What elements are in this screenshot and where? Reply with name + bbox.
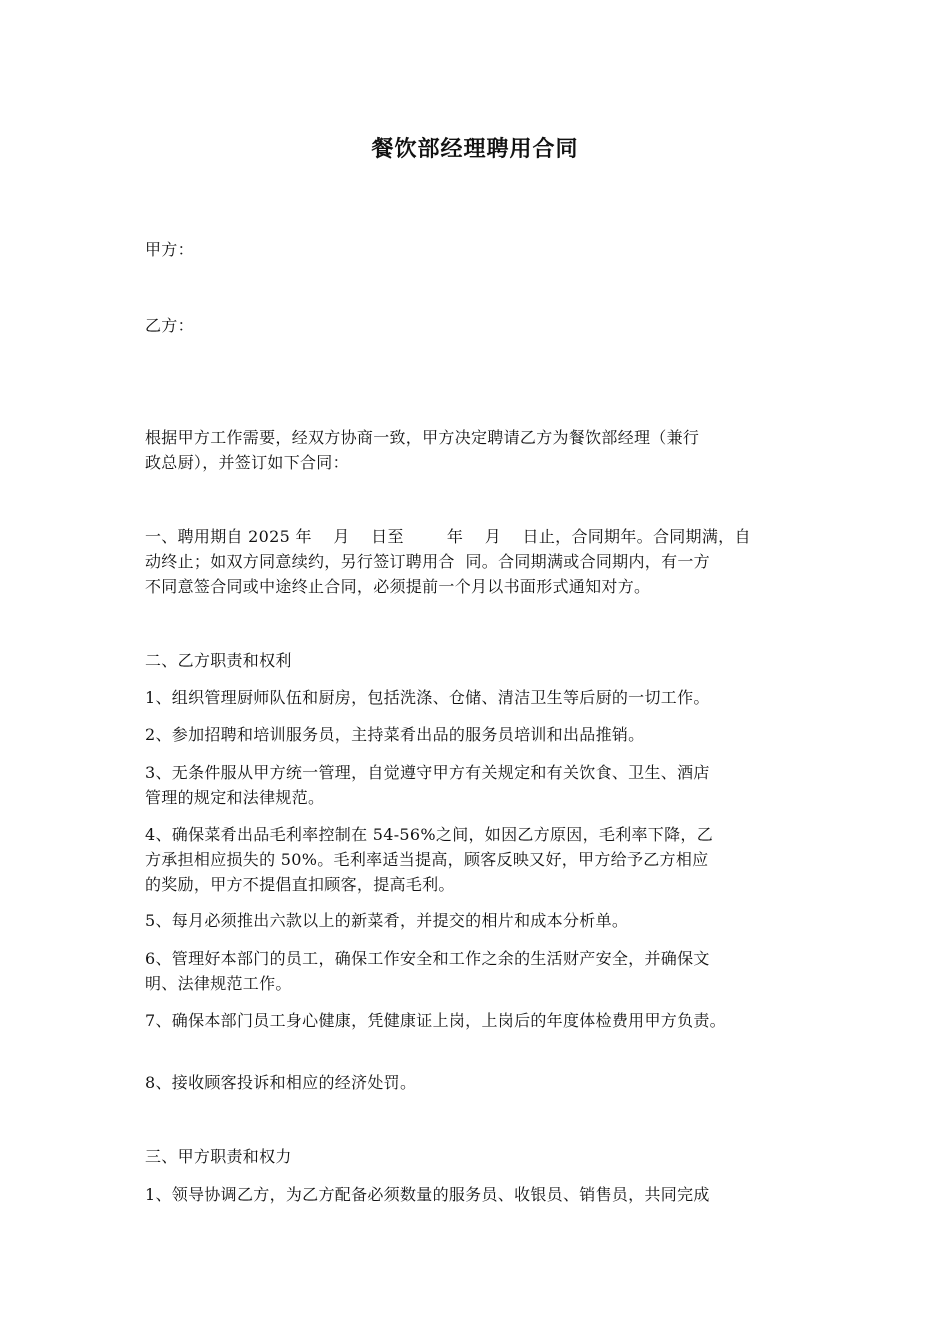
section-2-item-4-line-1: 4、确保菜肴出品毛利率控制在 54-56%之间，如因乙方原因，毛利率下降，乙	[145, 825, 713, 844]
document-title: 餐饮部经理聘用合同	[371, 136, 579, 162]
section-2-item-7: 7、确保本部门员工身心健康，凭健康证上岗，上岗后的年度体检费用甲方负责。	[145, 1011, 726, 1030]
section-2-item-4-line-2: 方承担相应损失的 50%。毛利率适当提高，顾客反映又好，甲方给予乙方相应	[145, 850, 709, 869]
section-2-item-3-line-2: 管理的规定和法律规范。	[145, 788, 325, 807]
section-1-line-2: 动终止；如双方同意续约，另行签订聘用合 同。合同期满或合同期内，有一方	[145, 552, 710, 571]
section-1-line-3: 不同意签合同或中途终止合同，必须提前一个月以书面形式通知对方。	[145, 577, 651, 596]
section-3-item-1-line-1: 1、领导协调乙方，为乙方配备必须数量的服务员、收银员、销售员，共同完成	[145, 1185, 710, 1204]
intro-line-1: 根据甲方工作需要，经双方协商一致，甲方决定聘请乙方为餐饮部经理（兼行	[145, 428, 700, 447]
section-2-heading: 二、乙方职责和权利	[145, 651, 292, 670]
section-2-item-2: 2、参加招聘和培训服务员，主持菜肴出品的服务员培训和出品推销。	[145, 725, 645, 744]
section-2-item-1: 1、组织管理厨师队伍和厨房，包括洗涤、仓储、清洁卫生等后厨的一切工作。	[145, 688, 710, 707]
section-2-item-8: 8、接收顾客投诉和相应的经济处罚。	[145, 1073, 417, 1092]
section-1-line-1: 一、聘用期自 2025 年 月 日至 年 月 日止，合同期年。合同期满，自	[145, 527, 751, 546]
section-2-item-6-line-1: 6、管理好本部门的员工，确保工作安全和工作之余的生活财产安全，并确保文	[145, 949, 710, 968]
party-b-label: 乙方：	[145, 316, 194, 335]
section-2-item-3-line-1: 3、无条件服从甲方统一管理，自觉遵守甲方有关规定和有关饮食、卫生、酒店	[145, 763, 710, 782]
intro-line-2: 政总厨），并签订如下合同：	[145, 453, 349, 472]
section-3-heading: 三、甲方职责和权力	[145, 1147, 292, 1166]
section-2-item-6-line-2: 明、法律规范工作。	[145, 974, 292, 993]
section-2-item-4-line-3: 的奖励，甲方不提倡直扣顾客，提高毛利。	[145, 875, 455, 894]
party-a-label: 甲方：	[145, 240, 194, 259]
section-2-item-5: 5、每月必须推出六款以上的新菜肴，并提交的相片和成本分析单。	[145, 911, 629, 930]
